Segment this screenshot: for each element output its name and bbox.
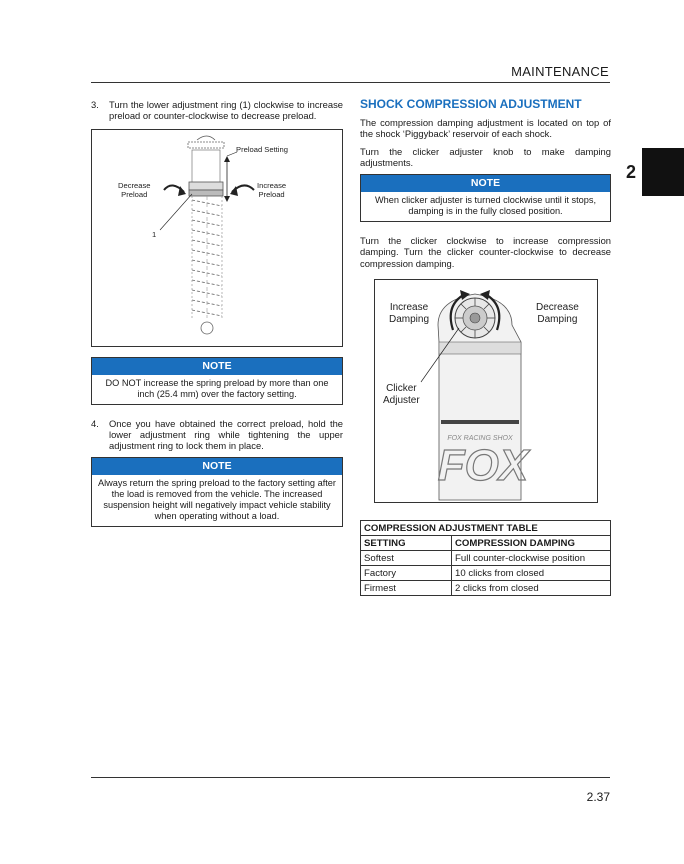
step-number: 4. bbox=[91, 417, 99, 429]
note-text: Always return the spring preload to the factory setting after the load is removed from the vehicle. The increased suspension height will negatively impact vehicle stability when operating without a load. bbox=[98, 478, 336, 522]
table-cell: Factory bbox=[361, 566, 452, 581]
left-column bbox=[91, 99, 343, 527]
note-clicker bbox=[360, 174, 611, 222]
header-title: MAINTENANCE bbox=[511, 64, 609, 79]
note-heading: NOTE bbox=[361, 175, 610, 192]
table-row bbox=[361, 551, 611, 566]
step-text: Turn the lower adjustment ring (1) clockwise to increase preload or counter-clockwise to decrease preload. bbox=[109, 99, 343, 122]
step-3 bbox=[91, 99, 343, 122]
paragraph-1: The compression damping adjustment is located on top of the shock ‘Piggyback’ reservoir of each shock. bbox=[360, 117, 611, 140]
chapter-tab bbox=[642, 148, 684, 196]
section-title: SHOCK COMPRESSION ADJUSTMENT bbox=[360, 97, 582, 111]
step-text: Once you have obtained the correct preload, hold the lower adjustment ring while tightening the upper adjustment ring to lock them in place. bbox=[109, 417, 343, 452]
fox-tagline: FOX RACING SHOX bbox=[447, 435, 513, 443]
note-heading: NOTE bbox=[92, 358, 342, 375]
increase-damping-label: Increase Damping bbox=[389, 302, 430, 325]
decrease-preload-label: Decrease Preload bbox=[118, 180, 151, 199]
paragraph-2: Turn the clicker adjuster knob to make damping adjustments. bbox=[360, 145, 611, 168]
fox-logo: FOX bbox=[437, 441, 529, 491]
table-header: COMPRESSION DAMPING bbox=[452, 536, 611, 551]
increase-preload-label: Increase Preload bbox=[257, 180, 287, 199]
footer-rule bbox=[91, 777, 610, 778]
decrease-damping-label: Decrease Damping bbox=[536, 302, 579, 325]
shock-spring-illustration bbox=[92, 130, 342, 346]
right-column bbox=[360, 97, 611, 596]
table-cell: 10 clicks from closed bbox=[452, 566, 611, 581]
table-cell: Softest bbox=[361, 551, 452, 566]
step-number: 3. bbox=[91, 99, 99, 110]
preload-setting-label: Preload Setting bbox=[236, 144, 288, 154]
note-return-preload bbox=[91, 457, 343, 527]
clicker-adjuster-label: Clicker Adjuster bbox=[383, 383, 420, 406]
clicker-figure bbox=[374, 279, 598, 503]
paragraph-3: Turn the clicker clockwise to increase compression damping. Turn the clicker counter-clockwise to decrease compression damping. bbox=[360, 235, 611, 269]
note-text: When clicker adjuster is turned clockwise until it stops, damping is in the fully closed position. bbox=[374, 195, 597, 217]
page-number: 2.37 bbox=[586, 790, 610, 804]
table-title: COMPRESSION ADJUSTMENT TABLE bbox=[361, 521, 611, 536]
table-header: SETTING bbox=[361, 536, 452, 551]
preload-figure bbox=[91, 129, 343, 347]
table-cell: 2 clicks from closed bbox=[452, 581, 611, 596]
callout-1: 1 bbox=[152, 229, 157, 239]
table-cell: Full counter-clockwise position bbox=[452, 551, 611, 566]
chapter-tab-number: 2 bbox=[626, 162, 637, 182]
table-cell: Firmest bbox=[361, 581, 452, 596]
step-4 bbox=[91, 418, 343, 452]
table-header-row bbox=[361, 536, 611, 551]
note-preload-limit bbox=[91, 357, 343, 405]
table-row bbox=[361, 581, 611, 596]
header-rule bbox=[91, 82, 610, 83]
compression-adjustment-table bbox=[360, 520, 611, 596]
note-heading: NOTE bbox=[92, 458, 342, 475]
note-text: DO NOT increase the spring preload by more than one inch (25.4 mm) over the factory setting. bbox=[105, 377, 329, 399]
table-row bbox=[361, 566, 611, 581]
